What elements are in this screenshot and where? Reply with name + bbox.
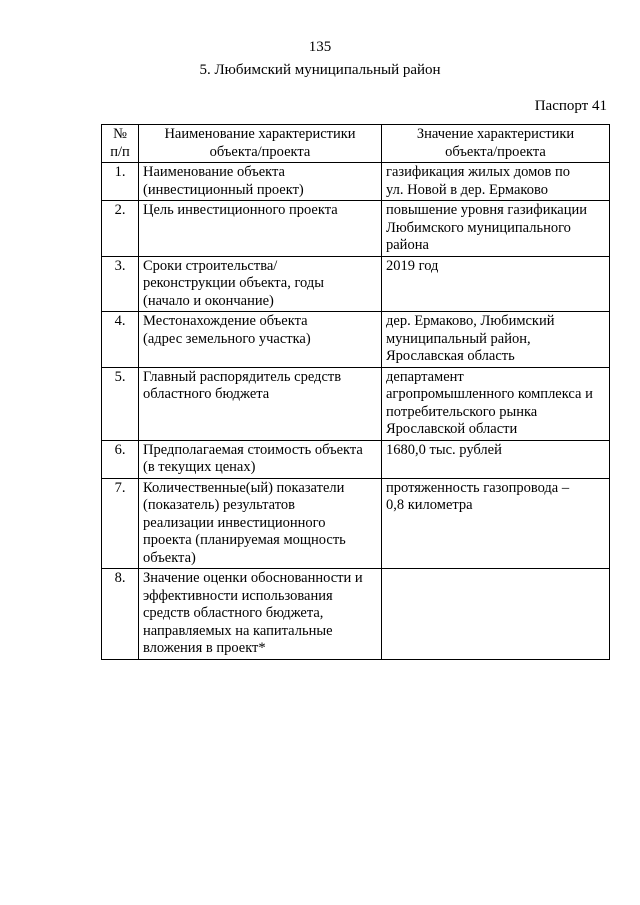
table-row xyxy=(102,256,610,312)
row-value: газификация жилых домов по ул. Новой в дер. Ермаково xyxy=(382,163,610,201)
row-name: Количественные(ый) показатели (показатель) результатов реализации инвестиционного проекта (планируемая мощность объекта) xyxy=(139,478,382,569)
row-name: Предполагаемая стоимость объекта (в текущих ценах) xyxy=(139,440,382,478)
row-num: 6. xyxy=(102,440,139,478)
table-header-row xyxy=(102,125,610,163)
header-value: Значение характеристики объекта/проекта xyxy=(382,125,610,163)
row-value: повышение уровня газификации Любимского муниципального района xyxy=(382,201,610,257)
row-num: 1. xyxy=(102,163,139,201)
table-row xyxy=(102,163,610,201)
row-value xyxy=(382,569,610,660)
header-num: № п/п xyxy=(102,125,139,163)
section-title: 5. Любимский муниципальный район xyxy=(199,62,441,78)
row-name: Местонахождение объекта (адрес земельного участка) xyxy=(139,312,382,368)
row-num: 7. xyxy=(102,478,139,569)
row-name: Сроки строительства/ реконструкции объекта, годы (начало и окончание) xyxy=(139,256,382,312)
row-name: Значение оценки обоснованности и эффективности использования средств областного бюджета, направляемых на капитальные вложения в проект* xyxy=(139,569,382,660)
table-row xyxy=(102,367,610,440)
page-number: 135 xyxy=(308,39,332,55)
table-row xyxy=(102,312,610,368)
row-value: дер. Ермаково, Любимский муниципальный район, Ярославская область xyxy=(382,312,610,368)
row-num: 8. xyxy=(102,569,139,660)
table-row xyxy=(102,569,610,660)
table-row xyxy=(102,201,610,257)
row-value: 2019 год xyxy=(382,256,610,312)
row-num: 2. xyxy=(102,201,139,257)
table-row xyxy=(102,440,610,478)
row-num: 3. xyxy=(102,256,139,312)
row-name: Наименование объекта (инвестиционный проект) xyxy=(139,163,382,201)
row-value: 1680,0 тыс. рублей xyxy=(382,440,610,478)
row-name: Цель инвестиционного проекта xyxy=(139,201,382,257)
row-num: 4. xyxy=(102,312,139,368)
row-name: Главный распорядитель средств областного бюджета xyxy=(139,367,382,440)
row-value: протяженность газопровода – 0,8 километра xyxy=(382,478,610,569)
header-name: Наименование характеристики объекта/проекта xyxy=(139,125,382,163)
row-value: департамент агропромышленного комплекса и потребительского рынка Ярославской области xyxy=(382,367,610,440)
row-num: 5. xyxy=(102,367,139,440)
passport-label: Паспорт 41 xyxy=(534,98,607,114)
passport-table xyxy=(101,124,610,660)
table-row xyxy=(102,478,610,569)
